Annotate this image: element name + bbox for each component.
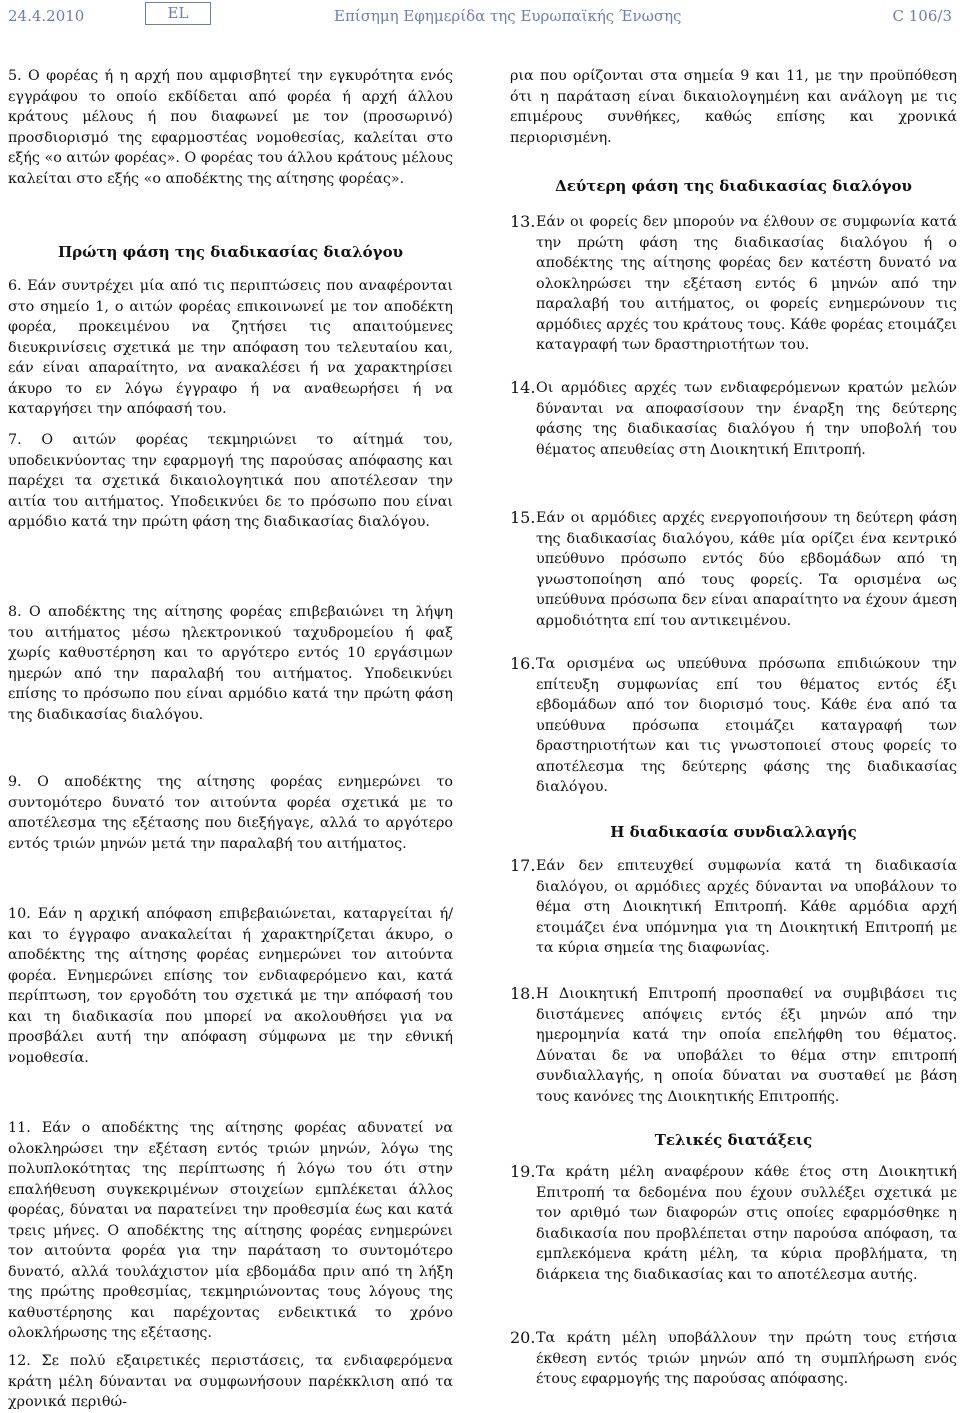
paragraph-number: 10.: [8, 906, 31, 922]
paragraph-5: [8, 66, 453, 189]
paragraph-number: 6.: [8, 278, 22, 294]
paragraph-6: [8, 276, 453, 420]
page-reference: C 106/3: [892, 7, 952, 25]
paragraph-number: 5.: [8, 68, 22, 84]
paragraph-text: Εάν συντρέχει μία από τις περιπτώσεις που αναφέρονται στο σημείο 1, ο αιτών φορέας επικοινωνεί με τον αποδέκτη φορέα, προκειμένου να ζητήσει τις απαιτούμενες διευκρινίσεις σχετικά με την απόφαση του τελευταίου και, εάν είναι απαραίτητο, να ανακαλέσει ή να χαρακτηρίσει άκυρο το εν λόγω έγγραφο ή να αναθεωρήσει ή να καταργήσει την απόφασή του.: [8, 278, 453, 417]
paragraph-text: Ο αιτών φορέας τεκμηριώνει το αίτημά του, υποδεικνύοντας την εφαρμογή της παρούσας απόφασης και παρέχει τα σχετικά δικαιολογητικά που αποτέλεσαν την αιτία του αιτήματος. Υποδεικνύει δε το πρόσωπο που είναι αρμόδιο κατά την πρώτη φάση της διαδικασίας διαλόγου.: [8, 432, 453, 530]
paragraph-9: [8, 772, 453, 854]
paragraph-text: Εάν δεν επιτευχθεί συμφωνία κατά τη διαδικασία διαλόγου, οι αρμόδιες αρχές δύνανται να υποβάλουν το θέμα στη Διοικητική Επιτροπή. Κάθε αρμόδια αρχή ετοιμάζει ένα υπόμνημα για τη Διοικητική Επιτροπή με τα κύρια σημεία της διαφωνίας.: [536, 858, 957, 956]
paragraph-text: Η Διοικητική Επιτροπή προσπαθεί να συμβιβάσει τις διιστάμενες απόψεις εντός έξι μηνών από την ημερομηνία κατά την οποία επελήφθη του θέματος. Δύναται δε να υποβάλει το θέμα στην επιτροπή συνδιαλλαγής, η οποία δύναται να συσταθεί με βάση τους κανόνες της Διοικητικής Επιτροπής.: [536, 986, 957, 1105]
paragraph-number: 9.: [8, 774, 22, 790]
publication-date: 24.4.2010: [8, 7, 85, 25]
paragraph-16: [510, 654, 957, 798]
paragraph-text: Ο φορέας ή η αρχή που αμφισβητεί την εγκυρότητα ενός εγγράφου το οποίο εκδίδεται από φορέα ή αρχή άλλου κράτους μέλους ή που διαφωνεί με τον (προσωρινό) προσδιορισμό της εφαρμοστέας νομοθεσίας, καλείται στο εξής «ο αιτών φορέας». Ο φορέας του άλλου κράτους μέλους καλείται στο εξής «ο αποδέκτης της αίτησης φορέας».: [8, 68, 453, 187]
section-heading-first-phase: Πρώτη φάση της διαδικασίας διαλόγου: [57, 243, 403, 261]
paragraph-text: Σε πολύ εξαιρετικές περιστάσεις, τα ενδιαφερόμενα κράτη μέλη δύνανται να συμφωνήσουν παρέκκλιση από τα χρονικά περιθώ-: [8, 1353, 453, 1410]
paragraph-text: Εάν ο αποδέκτης της αίτησης φορέας αδυνατεί να ολοκληρώσει την εξέταση εντός τριών μηνών, λόγω της πολυπλοκότητας της περίπτωσης ή λόγω του ότι στην επαλήθευση συγκεκριμένων στοιχείων εμπλέκεται άλλος φορέας, δύναται να παρατείνει την προθεσμία έως και κατά τρεις μήνες. Ο αποδέκτης της αίτησης φορέας ενημερώνει τον αιτούντα φορέα για την παράταση το συντομότερο δυνατό, αλλά τουλάχιστον μία εβδομάδα πριν από τη λήξη της πρώτης προθεσμίας, τεκμηριώνοντας τους λόγους της καθυστέρησης και παρέχοντας ενδεικτικά το χρόνο ολοκλήρωσης της εξέτασης.: [8, 1120, 454, 1341]
paragraph-20: [510, 1328, 957, 1390]
paragraph-number: 14.: [510, 378, 536, 397]
paragraph-text: Εάν οι αρμόδιες αρχές ενεργοποιήσουν τη δεύτερη φάση της διαδικασίας διαλόγου, κάθε μία ορίζει ένα κεντρικό υπεύθυνο πρόσωπο εντός δύο εβδομάδων από τη γνωστοποίηση από τους φορείς. Τα ορισμένα ως υπεύθυνα πρόσωπα δεν είναι απαραίτητο να έχουν άμεση αρμοδιότητα επί του αντικειμένου.: [536, 510, 957, 629]
paragraph-18: [510, 984, 957, 1107]
journal-title: Επίσημη Εφημερίδα της Ευρωπαϊκής Ένωσης: [334, 7, 682, 25]
paragraph-11: [8, 1118, 453, 1344]
paragraph-text: Ο αποδέκτης της αίτησης φορέας ενημερώνει το συντομότερο δυνατό τον αιτούντα φορέα σχετικά με το αποτέλεσμα της εξέτασης που διεξήγαγε, αλλά το αργότερο εντός τριών μηνών μετά την παραλαβή του αιτήματος.: [8, 774, 453, 852]
paragraph-14: [510, 378, 957, 460]
paragraph-15: [510, 508, 957, 631]
paragraph-number: 20.: [510, 1328, 536, 1347]
paragraph-text: Τα κράτη μέλη αναφέρουν κάθε έτος στη Διοικητική Επιτροπή τα δεδομένα που έχουν συλλέξει σχετικά με τον αριθμό των διαφορών στις οποίες εφαρμόσθηκε η διαδικασία που προβλέπεται στην παρούσα απόφαση, τα εμπλεκόμενα κράτη μέλη, τα κύρια προβλήματα, τη διάρκεια της διαδικασίας και το αποτέλεσμα αυτής.: [536, 1164, 957, 1283]
paragraph-number: 12.: [8, 1353, 31, 1369]
paragraph-number: 16.: [510, 654, 536, 673]
paragraph-number: 18.: [510, 984, 536, 1003]
paragraph-19: [510, 1162, 957, 1285]
paragraph-13: [510, 212, 957, 356]
paragraph-number: 11.: [8, 1120, 31, 1136]
paragraph-number: 7.: [8, 432, 22, 448]
paragraph-number: 8.: [8, 604, 22, 620]
paragraph-7: [8, 430, 453, 533]
paragraph-10: [8, 904, 453, 1068]
paragraph-17: [510, 856, 957, 959]
paragraph-text: Εάν οι φορείς δεν μπορούν να έλθουν σε συμφωνία κατά την πρώτη φάση της διαδικασίας διαλόγου ή ο αποδέκτης της αίτησης φορέας δεν κατέστη δυνατό να ολοκληρώσει την εξέταση εντός 6 μηνών από την παραλαβή του αιτήματος, οι φορείς ενημερώνουν τις αρμόδιες αρχές του κράτους τους. Κάθε φορέας ετοιμάζει καταγραφή των δραστηριοτήτων του.: [536, 214, 957, 353]
section-heading-second-phase: Δεύτερη φάση της διαδικασίας διαλόγου: [555, 177, 912, 195]
paragraph-number: 17.: [510, 856, 536, 875]
paragraph-text: Τα κράτη μέλη υποβάλλουν την πρώτη τους ετήσια έκθεση εντός τριών μηνών από τη συμπλήρωση ενός έτους εφαρμογής της παρούσας απόφασης.: [536, 1330, 957, 1387]
paragraph-text: Ο αποδέκτης της αίτησης φορέας επιβεβαιώνει τη λήψη του αιτήματος μέσω ηλεκτρονικού ταχυδρομείου ή φαξ χωρίς καθυστέρηση και το αργότερο εντός 10 εργάσιμων ημερών από την παραλαβή του αιτήματος. Υποδεικνύει επίσης το πρόσωπο που είναι αρμόδιο κατά την πρώτη φάση της διαδικασίας διαλόγου.: [8, 604, 453, 723]
paragraph-text: Τα ορισμένα ως υπεύθυνα πρόσωπα επιδιώκουν την επίτευξη συμφωνίας επί του θέματος εντός έξι εβδομάδων από τον διορισμό τους. Κάθε ένα από τα υπεύθυνα πρόσωπα ετοιμάζει καταγραφή των δραστηριοτήτων και τις γνωστοποιεί στους φορείς το αποτέλεσμα της δεύτερης φάσης της διαδικασίας διαλόγου.: [536, 656, 957, 795]
paragraph-text: Εάν η αρχική απόφαση επιβεβαιώνεται, καταργείται ή/και το έγγραφο ανακαλείται ή χαρακτηρίζεται άκυρο, ο αποδέκτης της αίτησης φορέας ενημερώνει τον αιτούντα φορέα. Ενημερώνει επίσης τον ενδιαφερόμενο και, κατά περίπτωση, τον εργοδότη του σχετικά με την απόφασή του και τη διαδικασία που μπορεί να ακολουθήσει για να προσβάλει αυτή την απόφαση σύμφωνα με την εθνική νομοθεσία.: [8, 906, 454, 1066]
paragraph-12: [8, 1351, 453, 1413]
paragraph-number: 13.: [510, 212, 536, 231]
paragraph-12-continued: ρια που ορίζονται στα σημεία 9 και 11, με την προϋπόθεση ότι η παράταση είναι δικαιολογημένη και ανάλογη με τις επιμέρους συνθήκες, καθώς επίσης και χρονικά περιορισμένη.: [510, 68, 957, 146]
paragraph-8: [8, 602, 453, 725]
section-heading-final-provisions: Τελικές διατάξεις: [654, 1131, 813, 1149]
paragraph-number: 15.: [510, 508, 536, 527]
page-header: [8, 0, 952, 34]
section-heading-conciliation: Η διαδικασία συνδιαλλαγής: [610, 823, 857, 841]
paragraph-number: 19.: [510, 1162, 536, 1181]
paragraph-text: Οι αρμόδιες αρχές των ενδιαφερόμενων κρατών μελών δύνανται να αποφασίσουν την έναρξη της δεύτερης φάσης της διαδικασίας διαλόγου ή την υποβολή του θέματος απευθείας στη Διοικητική Επιτροπή.: [536, 380, 957, 458]
language-code-box: EL: [145, 2, 211, 25]
